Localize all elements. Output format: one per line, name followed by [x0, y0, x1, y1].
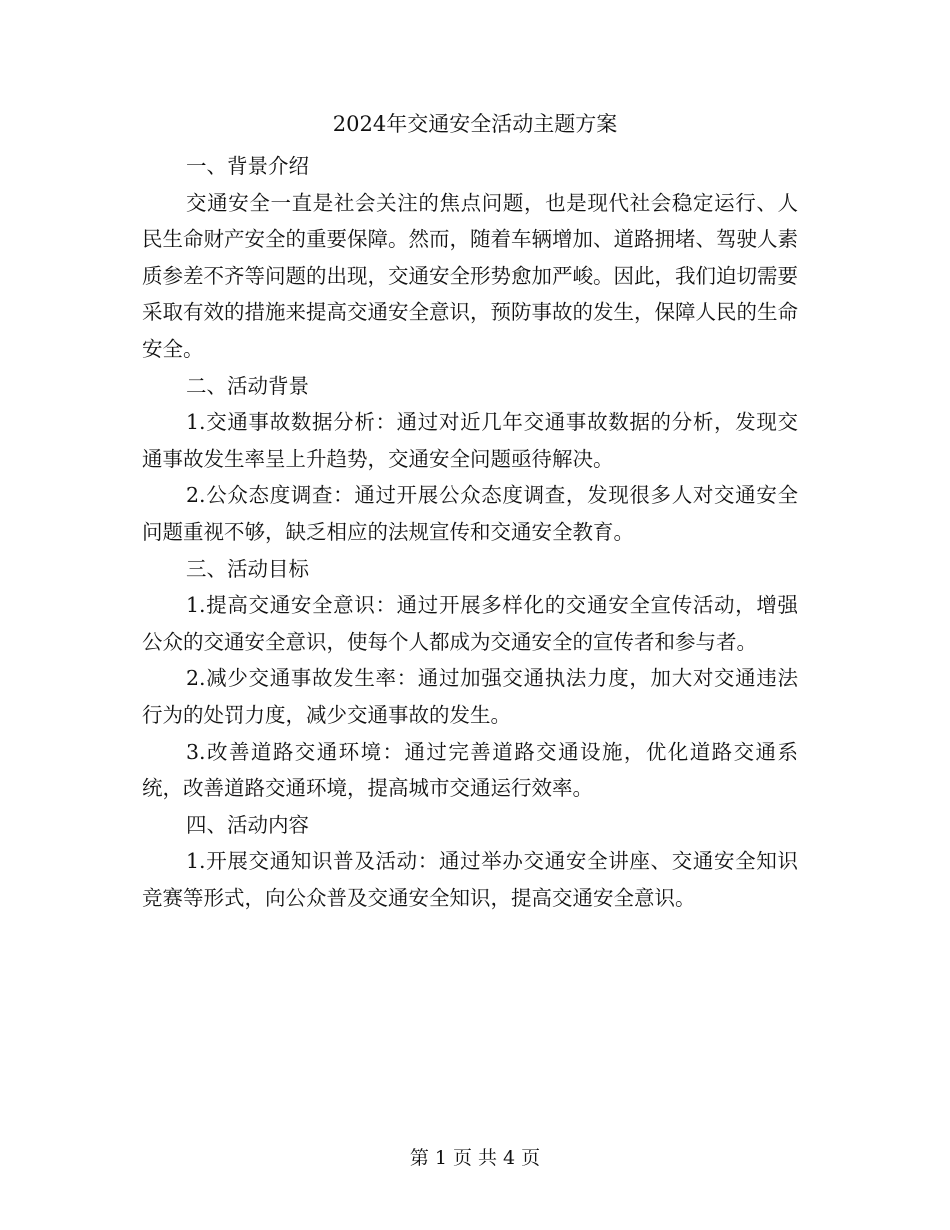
- paragraph: 2.公众态度调查：通过开展公众态度调查，发现很多人对交通安全问题重视不够，缺乏相应的法规宣传和交通安全教育。: [142, 483, 798, 544]
- paragraph: 交通安全一直是社会关注的焦点问题，也是现代社会稳定运行、人民生命财产安全的重要保障。然而，随着车辆增加、道路拥堵、驾驶人素质参差不齐等问题的出现，交通安全形势愈加严峻。因此，我们迫切需要采取有效的措施来提高交通安全意识，预防事故的发生，保障人民的生命安全。: [142, 190, 798, 361]
- section-content: [142, 807, 798, 917]
- paragraph: 2.减少交通事故发生率：通过加强交通执法力度，加大对交通违法行为的处罚力度，减少交通事故的发生。: [142, 666, 798, 727]
- document-title: 2024年交通安全活动主题方案: [332, 112, 618, 136]
- section-heading: 一、背景介绍: [186, 154, 309, 178]
- section-heading: 二、活动背景: [186, 373, 309, 398]
- paragraph: 1.提高交通安全意识：通过开展多样化的交通安全宣传活动，增强公众的交通安全意识，使每个人都成为交通安全的宣传者和参与者。: [142, 593, 798, 654]
- paragraph: 1.交通事故数据分析：通过对近几年交通事故数据的分析，发现交通事故发生率呈上升趋势，交通安全问题亟待解决。: [142, 410, 798, 471]
- page-footer: 第 1 页 共 4 页: [409, 1147, 541, 1169]
- section-heading: 三、活动目标: [186, 556, 309, 581]
- section-background: [142, 148, 798, 368]
- section-activity-background: [142, 368, 798, 551]
- section-goals: [142, 551, 798, 807]
- paragraph: 1.开展交通知识普及活动：通过举办交通安全讲座、交通安全知识竞赛等形式，向公众普及交通安全知识，提高交通安全意识。: [142, 849, 798, 910]
- document-body: [142, 148, 798, 916]
- paragraph: 3.改善道路交通环境：通过完善道路交通设施，优化道路交通系统，改善道路交通环境，提高城市交通运行效率。: [142, 739, 798, 801]
- section-heading: 四、活动内容: [186, 812, 309, 837]
